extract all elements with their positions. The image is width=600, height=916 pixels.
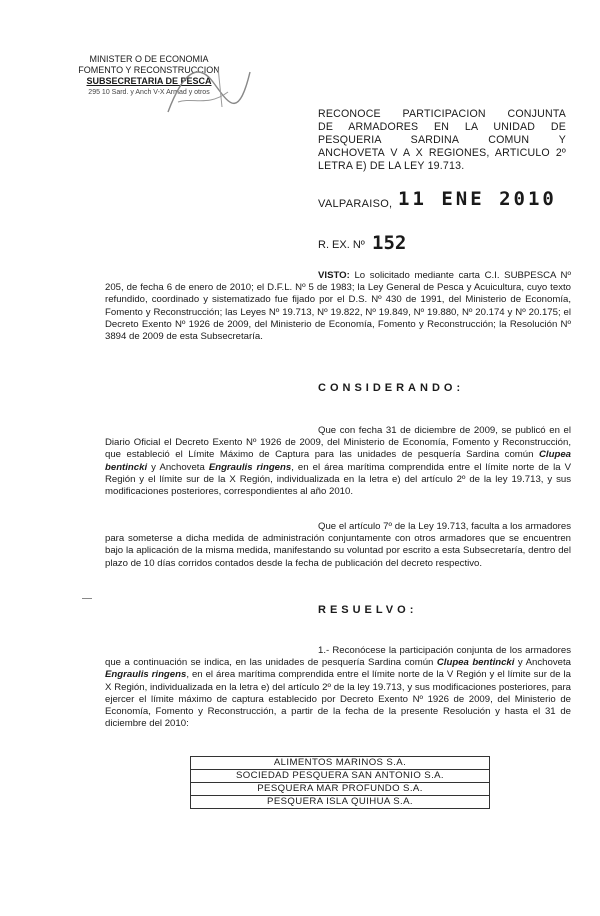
species-name: Engraulis ringens: [105, 669, 187, 681]
visto-paragraph: [105, 270, 571, 343]
title-line: LETRA E) DE LA LEY 19.713.: [318, 160, 465, 172]
text-run: , en el área marítima comprendida entre el límite norte de la V Región y el límite sur de la X Región, individualizada en la letra e) del artículo 2º de la ley 19.713, y sus modificaciones posteriores, correspondientes al año 2010.: [105, 461, 571, 498]
visto-label: VISTO:: [318, 270, 350, 281]
text-run: Que con fecha 31 de diciembre de 2009, se publicó en el Diario Oficial el Decreto Exento Nº 1926 de 2009, del Ministerio de Economía, Fomento y Reconstrucción, que estableció el Límite Máximo de Captura para las unidades de pesquería Sardina común: [105, 425, 571, 461]
subsecretaria-line: SUBSECRETARIA DE PESCA: [86, 76, 212, 86]
considerando-heading: CONSIDERANDO:: [318, 382, 465, 394]
considerando-paragraph-2: Que el artículo 7º de la Ley 19.713, faculta a los armadores para someterse a dicha medida de administración conjuntamente con otros armadores que se encuentren bajo la aplicación de la misma medida, manifestando su voluntad por escrito a esta Subsecretaría, dentro del plazo de 10 días corridos contados desde la fecha de publicación del decreto respectivo.: [105, 521, 571, 569]
title-line: DE ARMADORES EN LA UNIDAD DE: [318, 121, 566, 133]
text-run: , en el área marítima comprendida entre el límite norte de la V Región y el límite sur de la X Región, individualizada en la letra e) del artículo 2º de la ley 19.713, y sus modificaciones posteriores, para ejercer el límite máximo de captura establecido por Decreto Exento Nº 1926 de 2009, del Ministerio de Economía, Fomento y Reconstrucción, a partir de la fecha de la presente Resolución y hasta el 31 de diciembre del 2010:: [105, 669, 571, 730]
considerando-paragraph-1: [105, 425, 571, 498]
resolution-number: 152: [372, 232, 407, 254]
species-name: Clupea bentincki: [105, 449, 571, 473]
visto-text: Lo solicitado mediante carta C.I. SUBPESCA Nº 205, de fecha 6 de enero de 2010; el D.F.L. Nº 5 de 1983; la Ley General de Pesca y Acuicultura, cuyo texto refundido, coordinado y sistematizado fue fijado por el D.S. Nº 430 de 1991, del Ministerio de Economía, Fomento y Reconstrucción; las Leyes Nº 19.713, Nº 19.822, Nº 19.849, Nº 19.880, Nº 20.174 y Nº 20.175; el Decreto Exento Nº 1926 de 2009, del Ministerio de Economía, Fomento y Reconstrucción; la Resolución Nº 3894 de 2009 de esta Subsecretaría.: [105, 270, 571, 343]
resuelvo-heading: RESUELVO:: [318, 604, 418, 616]
date-stamp: 11 ENE 2010: [398, 188, 557, 210]
text-run: 1.- Reconócese la participación conjunta de los armadores que a continuación se indica, en las unidades de pesquería Sardina común: [105, 645, 571, 669]
place-label: VALPARAISO,: [318, 198, 393, 210]
signature-stamp-icon: [158, 52, 258, 132]
title-line: ANCHOVETA V A X REGIONES, ARTICULO 2º: [318, 147, 566, 159]
table-row: ALIMENTOS MARINOS S.A.: [191, 757, 489, 770]
resuelvo-paragraph-1: [105, 645, 571, 730]
resolution-title: [318, 108, 566, 173]
table-row: PESQUERA ISLA QUIHUA S.A.: [267, 796, 413, 807]
file-reference: 295 10 Sard. y Anch V-X Armad y otros: [88, 89, 210, 96]
table-row: SOCIEDAD PESQUERA SAN ANTONIO S.A.: [191, 770, 489, 783]
table-row: PESQUERA MAR PROFUNDO S.A.: [191, 783, 489, 796]
companies-table: [190, 756, 490, 809]
ministry-line-2: FOMENTO Y RECONSTRUCCION: [78, 65, 220, 75]
text-run: y Anchoveta: [514, 657, 571, 669]
margin-mark: [82, 598, 92, 599]
title-line: RECONOCE PARTICIPACION CONJUNTA: [318, 108, 566, 120]
text-run: y Anchoveta: [147, 461, 209, 473]
ministry-line-1: MINISTER O DE ECONOMIA: [89, 54, 209, 64]
title-line: PESQUERIA SARDINA COMUN Y: [318, 134, 566, 146]
resolution-number-label: R. EX. Nº: [318, 239, 365, 251]
species-name: Clupea bentincki: [436, 657, 515, 669]
species-name: Engraulis ringens: [208, 461, 292, 473]
